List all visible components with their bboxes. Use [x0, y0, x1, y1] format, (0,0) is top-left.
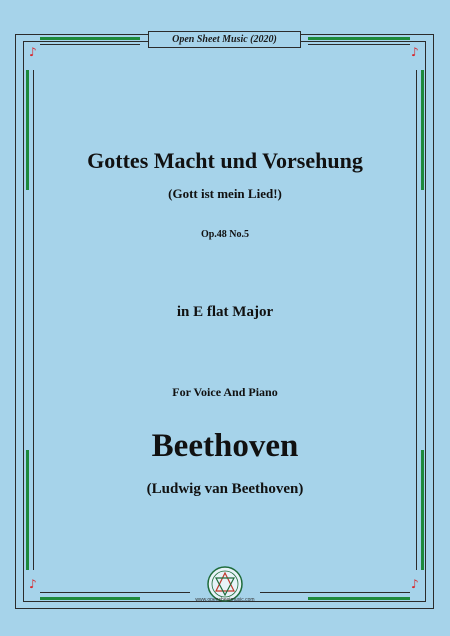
header-label: Open Sheet Music (2020) [172, 34, 277, 45]
opus-number: Op.48 No.5 [200, 229, 250, 240]
composer-name: Beethoven [151, 428, 299, 464]
top-left-bar [40, 37, 140, 40]
footer-url[interactable]: www.opensheetmusic.com [195, 597, 255, 603]
music-note-icon: ♪ [411, 45, 419, 59]
music-note-icon: ♪ [29, 45, 37, 59]
composer-full-name: (Ludwig van Beethoven) [146, 481, 304, 497]
bottom-left-line [40, 592, 190, 593]
bottom-right-line [260, 592, 410, 593]
header-label-box [148, 31, 301, 48]
top-left-line [40, 44, 140, 45]
instrumentation: For Voice And Piano [172, 385, 278, 399]
top-right-line [308, 44, 410, 45]
top-right-bar [308, 37, 410, 40]
score-subtitle: (Gott ist mein Lied!) [168, 186, 282, 201]
music-note-icon: ♪ [29, 577, 37, 591]
inner-frame [23, 41, 426, 602]
score-title: Gottes Macht und Vorsehung [87, 148, 363, 173]
right-side-bar-bottom [421, 450, 424, 570]
left-side-bar-bottom [26, 450, 29, 570]
key-signature: in E flat Major [176, 304, 274, 320]
music-note-icon: ♪ [411, 577, 419, 591]
